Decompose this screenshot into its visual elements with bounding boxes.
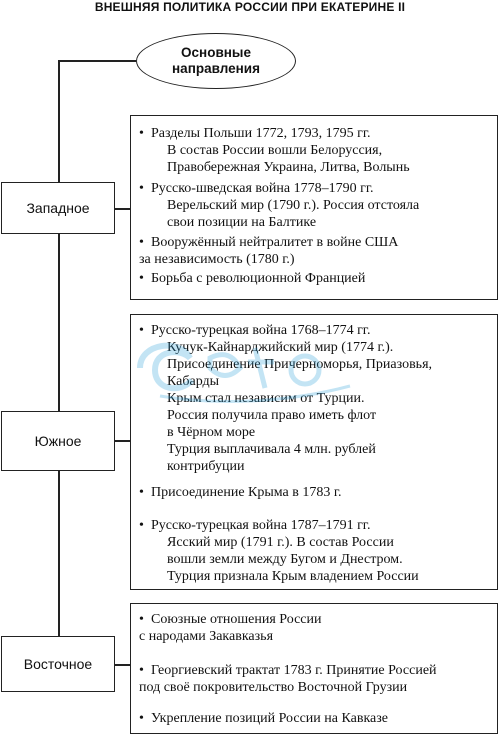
bullet-icon: • bbox=[139, 518, 144, 533]
list-item: • Присоединение Крыма в 1783 г. bbox=[139, 485, 342, 500]
bullet-icon: • bbox=[139, 181, 144, 196]
bullet-icon: • bbox=[139, 323, 144, 338]
list-item: • Укрепление позиций России на Кавказе bbox=[139, 711, 389, 726]
list-item: • Русско-турецкая война 1787–1791 гг. Ясский мир (1791 г.). В состав России вошли земли между Бугом и Днестром. Турция признала Крым владением России bbox=[139, 518, 419, 584]
root-label-line-2: направления bbox=[172, 61, 260, 76]
western-content-box bbox=[130, 115, 498, 300]
list-item: • Союзные отношения России с народами Закавказья bbox=[139, 612, 322, 644]
bullet-icon: • bbox=[139, 126, 144, 141]
page-title: ВНЕШНЯЯ ПОЛИТИКА РОССИИ ПРИ ЕКАТЕРИНЕ II bbox=[94, 0, 406, 14]
list-item: • Вооружённый нейтралитет в войне США за независимость (1780 г.) bbox=[139, 235, 399, 267]
bullet-icon: • bbox=[139, 271, 144, 286]
list-item: • Русско-шведская война 1778–1790 гг. Верельский мир (1790 г.). Россия отстояла свои позиции на Балтике bbox=[139, 181, 420, 230]
list-item: • Русско-турецкая война 1768–1774 гг. Кучук-Кайнарджийский мир (1774 г.). Присоединение Причерноморья, Приазовья, Кабарды Крым стал независим от Турции. Россия получила право иметь флот в Чёрном море Турция выплачивала 4 млн. рублей контрибуции bbox=[139, 323, 433, 474]
list-item: • Георгиевский трактат 1783 г. Принятие Россией под своё покровительство Восточной Грузии bbox=[139, 663, 437, 695]
oval-to-trunk-connector bbox=[58, 60, 136, 62]
direction-southern bbox=[1, 411, 115, 471]
bullet-icon: • bbox=[139, 612, 144, 627]
direction-label: Восточное bbox=[23, 656, 93, 672]
eastern-content-box bbox=[130, 603, 498, 734]
root-label-line-1: Основные bbox=[181, 45, 251, 60]
bullet-icon: • bbox=[139, 485, 144, 500]
list-item: • Разделы Польши 1772, 1793, 1795 гг. В состав России вошли Белоруссия, Правобережная Украина, Литва, Волынь bbox=[139, 126, 410, 175]
direction-western bbox=[1, 182, 115, 234]
direction-label: Западное bbox=[26, 200, 90, 216]
list-item: • Борьба с революционной Францией bbox=[139, 271, 366, 286]
root-node bbox=[136, 33, 296, 89]
direction-label: Южное bbox=[34, 433, 82, 449]
southern-content-box bbox=[130, 314, 498, 590]
bullet-icon: • bbox=[139, 711, 144, 726]
bullet-icon: • bbox=[139, 235, 144, 250]
trunk-connector bbox=[58, 60, 60, 664]
direction-eastern bbox=[1, 636, 115, 692]
bullet-icon: • bbox=[139, 663, 144, 678]
